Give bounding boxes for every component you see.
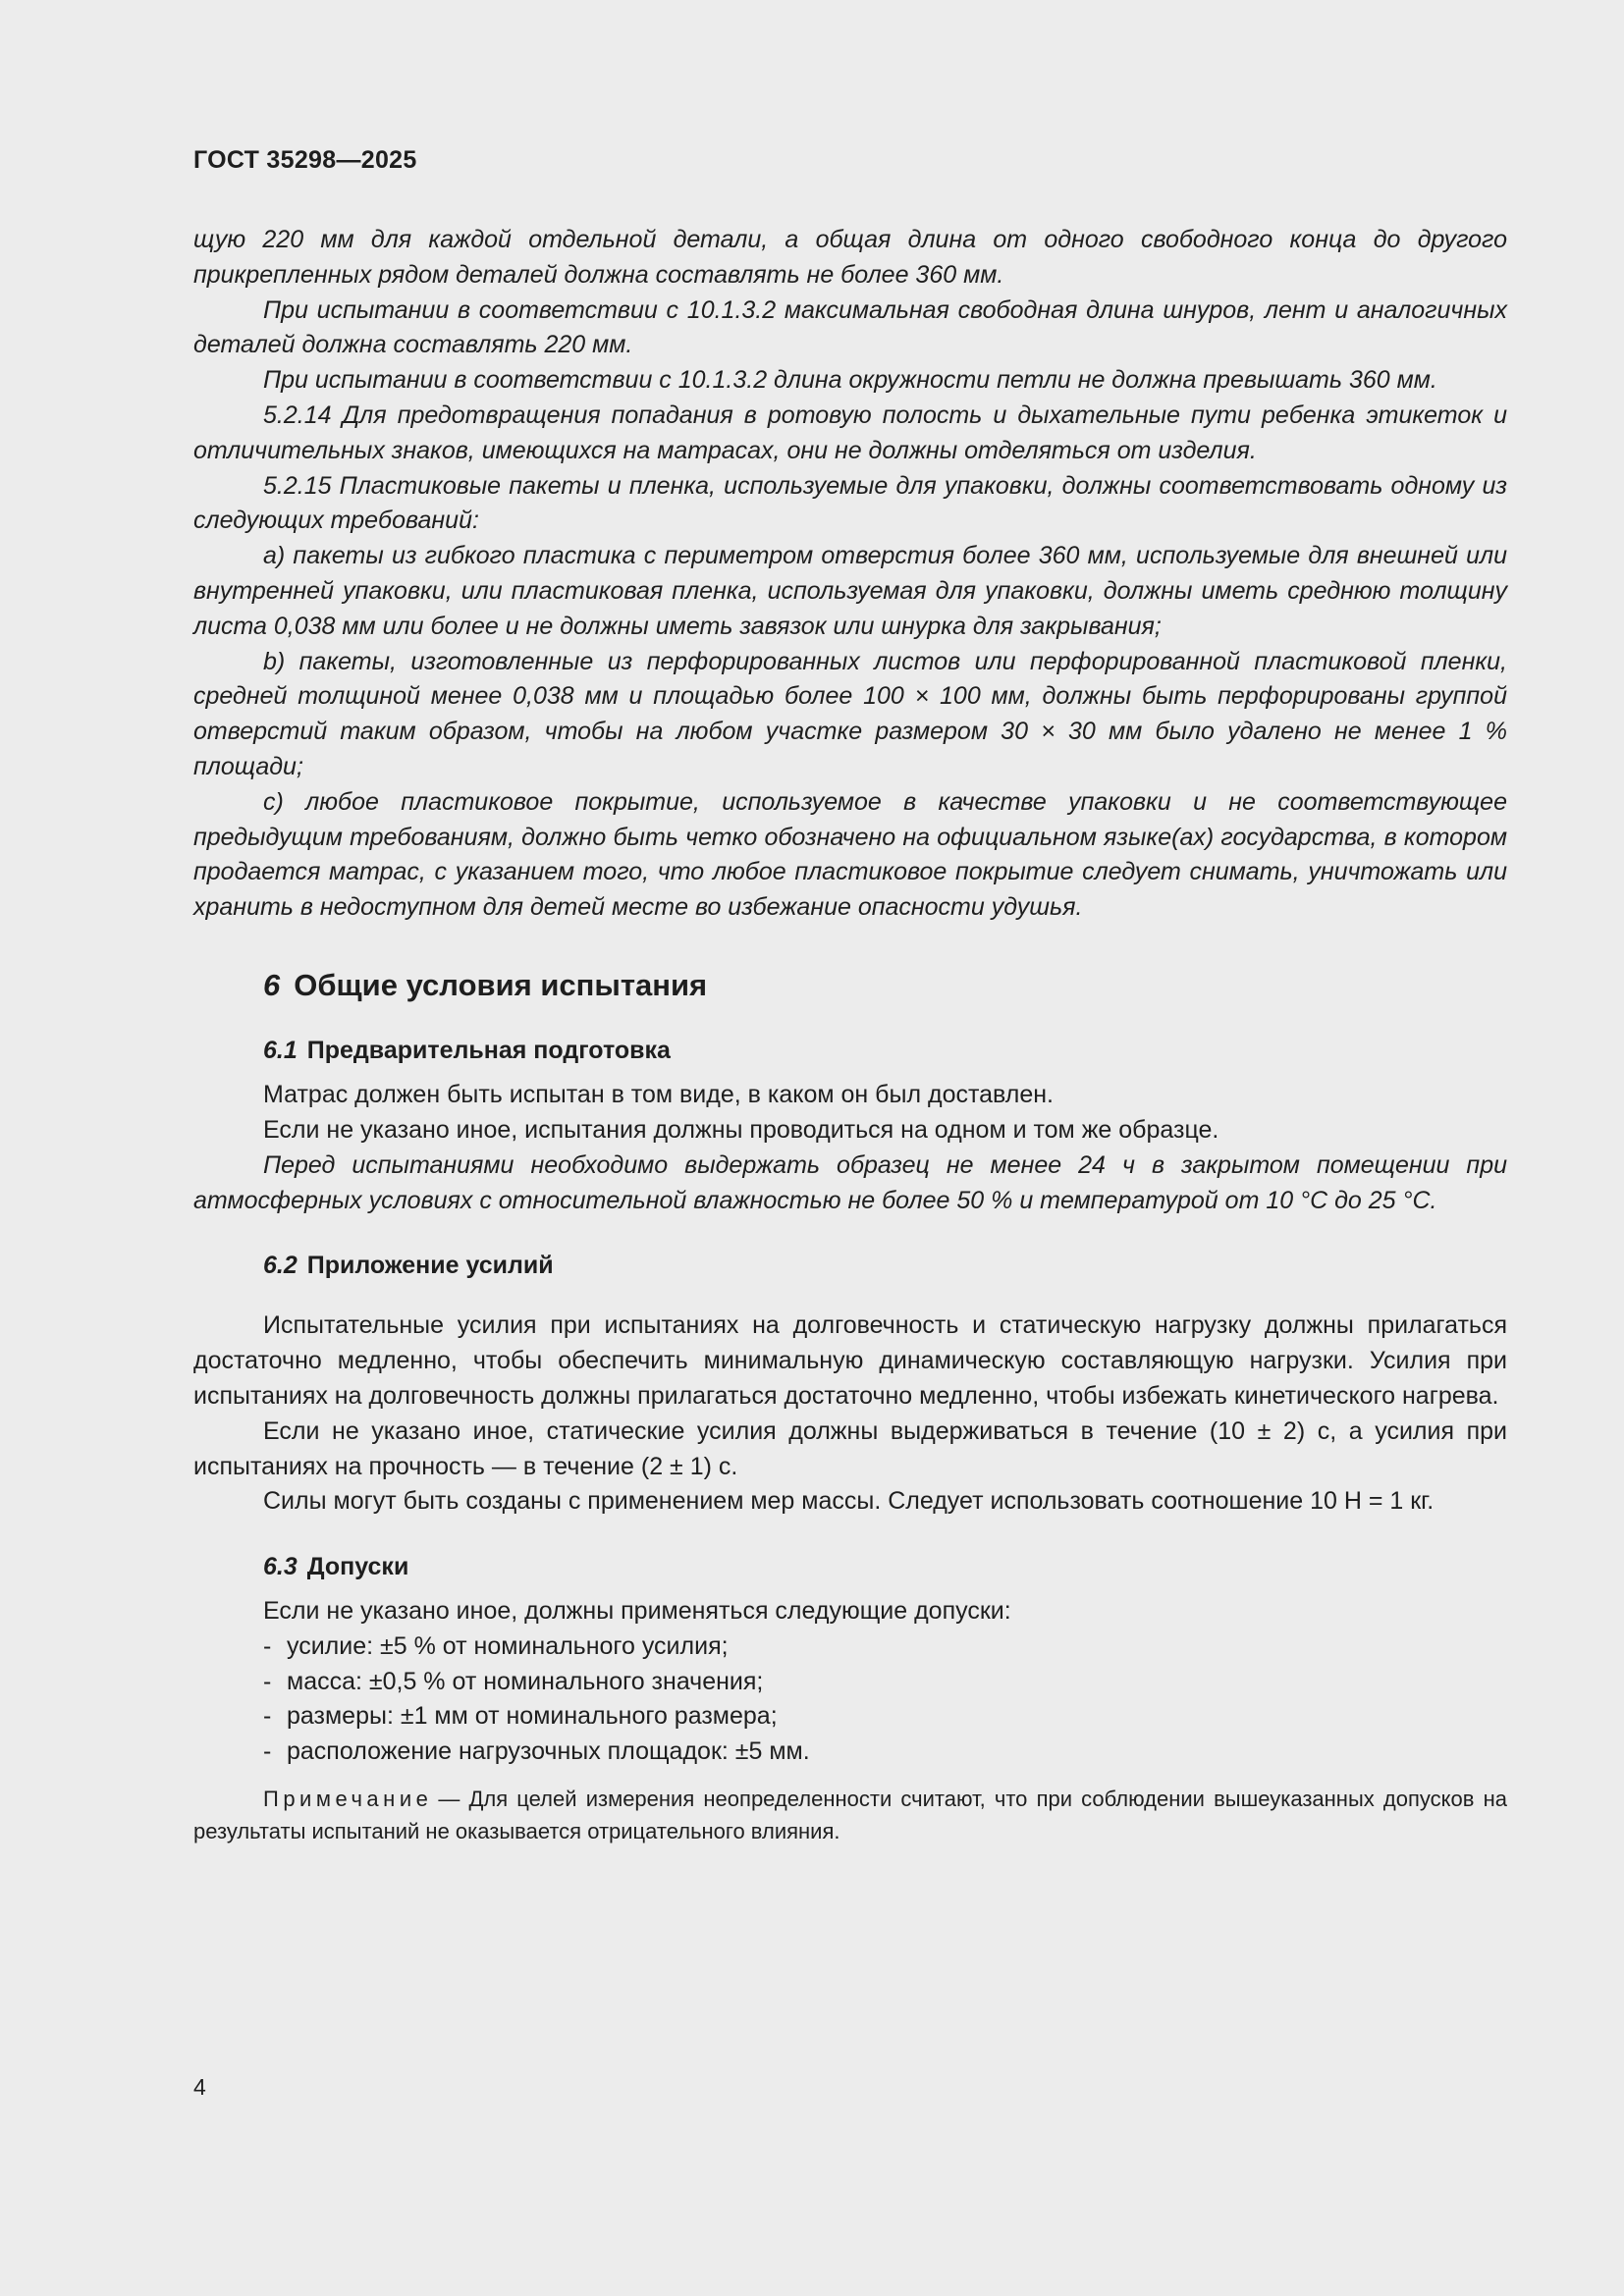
section-6-1-heading xyxy=(263,1036,1507,1065)
document-page xyxy=(193,145,1507,1847)
clause-5-2-15-item-a: a) пакеты из гибкого пластика с периметром отверстия более 360 мм, используемые для внешней или внутренней упаковки, или пластиковая пленка, используемая для упаковки, должны иметь среднюю толщину листа 0,038 мм или более и не должны иметь завязок или шнурка для закрывания; xyxy=(193,542,1507,640)
section-6-number: 6 xyxy=(263,967,281,1002)
list-marker: - xyxy=(263,1667,272,1695)
list-item: - размеры: ±1 мм от номинального размера; xyxy=(263,1699,1507,1735)
paragraph-continuation: щую 220 мм для каждой отдельной детали, а общая длина от одного свободного конца до другого прикрепленных рядом деталей должна составлять не более 360 мм. xyxy=(193,226,1507,289)
list-item: - усилие: ±5 % от номинального усилия; xyxy=(263,1629,1507,1665)
section-6-1-paragraph-2: Если не указано иное, испытания должны проводиться на одном и том же образце. xyxy=(263,1115,1219,1144)
section-6-2-title: Приложение усилий xyxy=(306,1252,554,1280)
list-item: - масса: ±0,5 % от номинального значения; xyxy=(263,1665,1507,1700)
note-text: — Для целей измерения неопределенности считают, что при соблюдении вышеуказанных допусков на результаты испытаний не оказывается отрицательного влияния. xyxy=(193,1787,1507,1844)
clause-5-2-15: 5.2.15 Пластиковые пакеты и пленка, используемые для упаковки, должны соответствовать одному из следующих требований: xyxy=(193,471,1507,535)
list-marker: - xyxy=(263,1702,272,1731)
section-6-3-intro: Если не указано иное, должны применяться следующие допуски: xyxy=(263,1597,1011,1626)
page-number: 4 xyxy=(193,2074,206,2100)
note xyxy=(193,1783,1507,1847)
standard-header: ГОСТ 35298—2025 xyxy=(193,146,417,174)
paragraph-loop-circumference: При испытании в соответствии с 10.1.3.2 длина окружности петли не должна превышать 360 мм. xyxy=(263,366,1437,395)
list-marker: - xyxy=(263,1737,272,1766)
section-6-1-title: Предварительная подготовка xyxy=(306,1037,671,1065)
section-6-2-heading xyxy=(263,1251,1507,1280)
clause-5-2-14: 5.2.14 Для предотвращения попадания в ротовую полость и дыхательные пути ребенка этикеток и отличительных знаков, имеющихся на матрасах, они не должны отделяться от изделия. xyxy=(193,400,1507,464)
section-6-2-number: 6.2 xyxy=(263,1252,298,1280)
section-6-2-paragraph-3: Силы могут быть созданы с применением мер массы. Следует использовать соотношение 10 Н = 1 кг. xyxy=(263,1487,1435,1516)
section-6-heading xyxy=(263,967,1507,1003)
section-6-3-heading xyxy=(263,1552,1507,1581)
section-6-1-paragraph-3: Перед испытаниями необходимо выдержать образец не менее 24 ч в закрытом помещении при атмосферных условиях с относительной влажностью не более 50 % и температурой от 10 °С до 25 °С. xyxy=(193,1150,1507,1214)
paragraph-cord-length: При испытании в соответствии с 10.1.3.2 максимальная свободная длина шнуров, лент и аналогичных деталей должна составлять 220 мм. xyxy=(193,295,1507,359)
list-marker: - xyxy=(263,1631,272,1660)
section-6-title: Общие условия испытания xyxy=(294,967,708,1002)
note-label: Примечание xyxy=(263,1787,433,1812)
section-6-3-title: Допуски xyxy=(306,1553,409,1581)
section-6-1-number: 6.1 xyxy=(263,1037,298,1065)
clause-5-2-15-item-c: c) любое пластиковое покрытие, используемое в качестве упаковки и не соответствующее предыдущим требованиям, должно быть четко обозначено на официальном языке(ах) государства, в котором продается матрас, с указанием того, что любое пластиковое покрытие следует снимать, уничтожать или хранить в недоступном для детей месте во избежание опасности удушья. xyxy=(193,787,1507,922)
section-6-3-number: 6.3 xyxy=(263,1553,298,1581)
section-6-1-paragraph-1: Матрас должен быть испытан в том виде, в каком он был доставлен. xyxy=(263,1081,1055,1109)
section-6-2-paragraph-2: Если не указано иное, статические усилия должны выдерживаться в течение (10 ± 2) с, а усилия при испытаниях на прочность — в течение (2 ± 1) с. xyxy=(193,1416,1507,1480)
tolerance-list xyxy=(193,1629,1507,1770)
section-6-2-paragraph-1: Испытательные усилия при испытаниях на долговечность и статическую нагрузку должны прилагаться достаточно медленно, чтобы обеспечить минимальную динамическую составляющую нагрузки. Усилия при испытаниях на долговечность должны прилагаться достаточно медленно, чтобы избежать кинетического нагрева. xyxy=(193,1311,1507,1410)
clause-5-2-15-item-b: b) пакеты, изготовленные из перфорированных листов или перфорированной пластиковой пленки, средней толщиной менее 0,038 мм и площадью более 100 × 100 мм, должны быть перфорированы группой отверстий таким образом, чтобы на любом участке размером 30 × 30 мм было удалено не менее 1 % площади; xyxy=(193,647,1507,780)
list-item: - расположение нагрузочных площадок: ±5 мм. xyxy=(263,1735,1507,1770)
